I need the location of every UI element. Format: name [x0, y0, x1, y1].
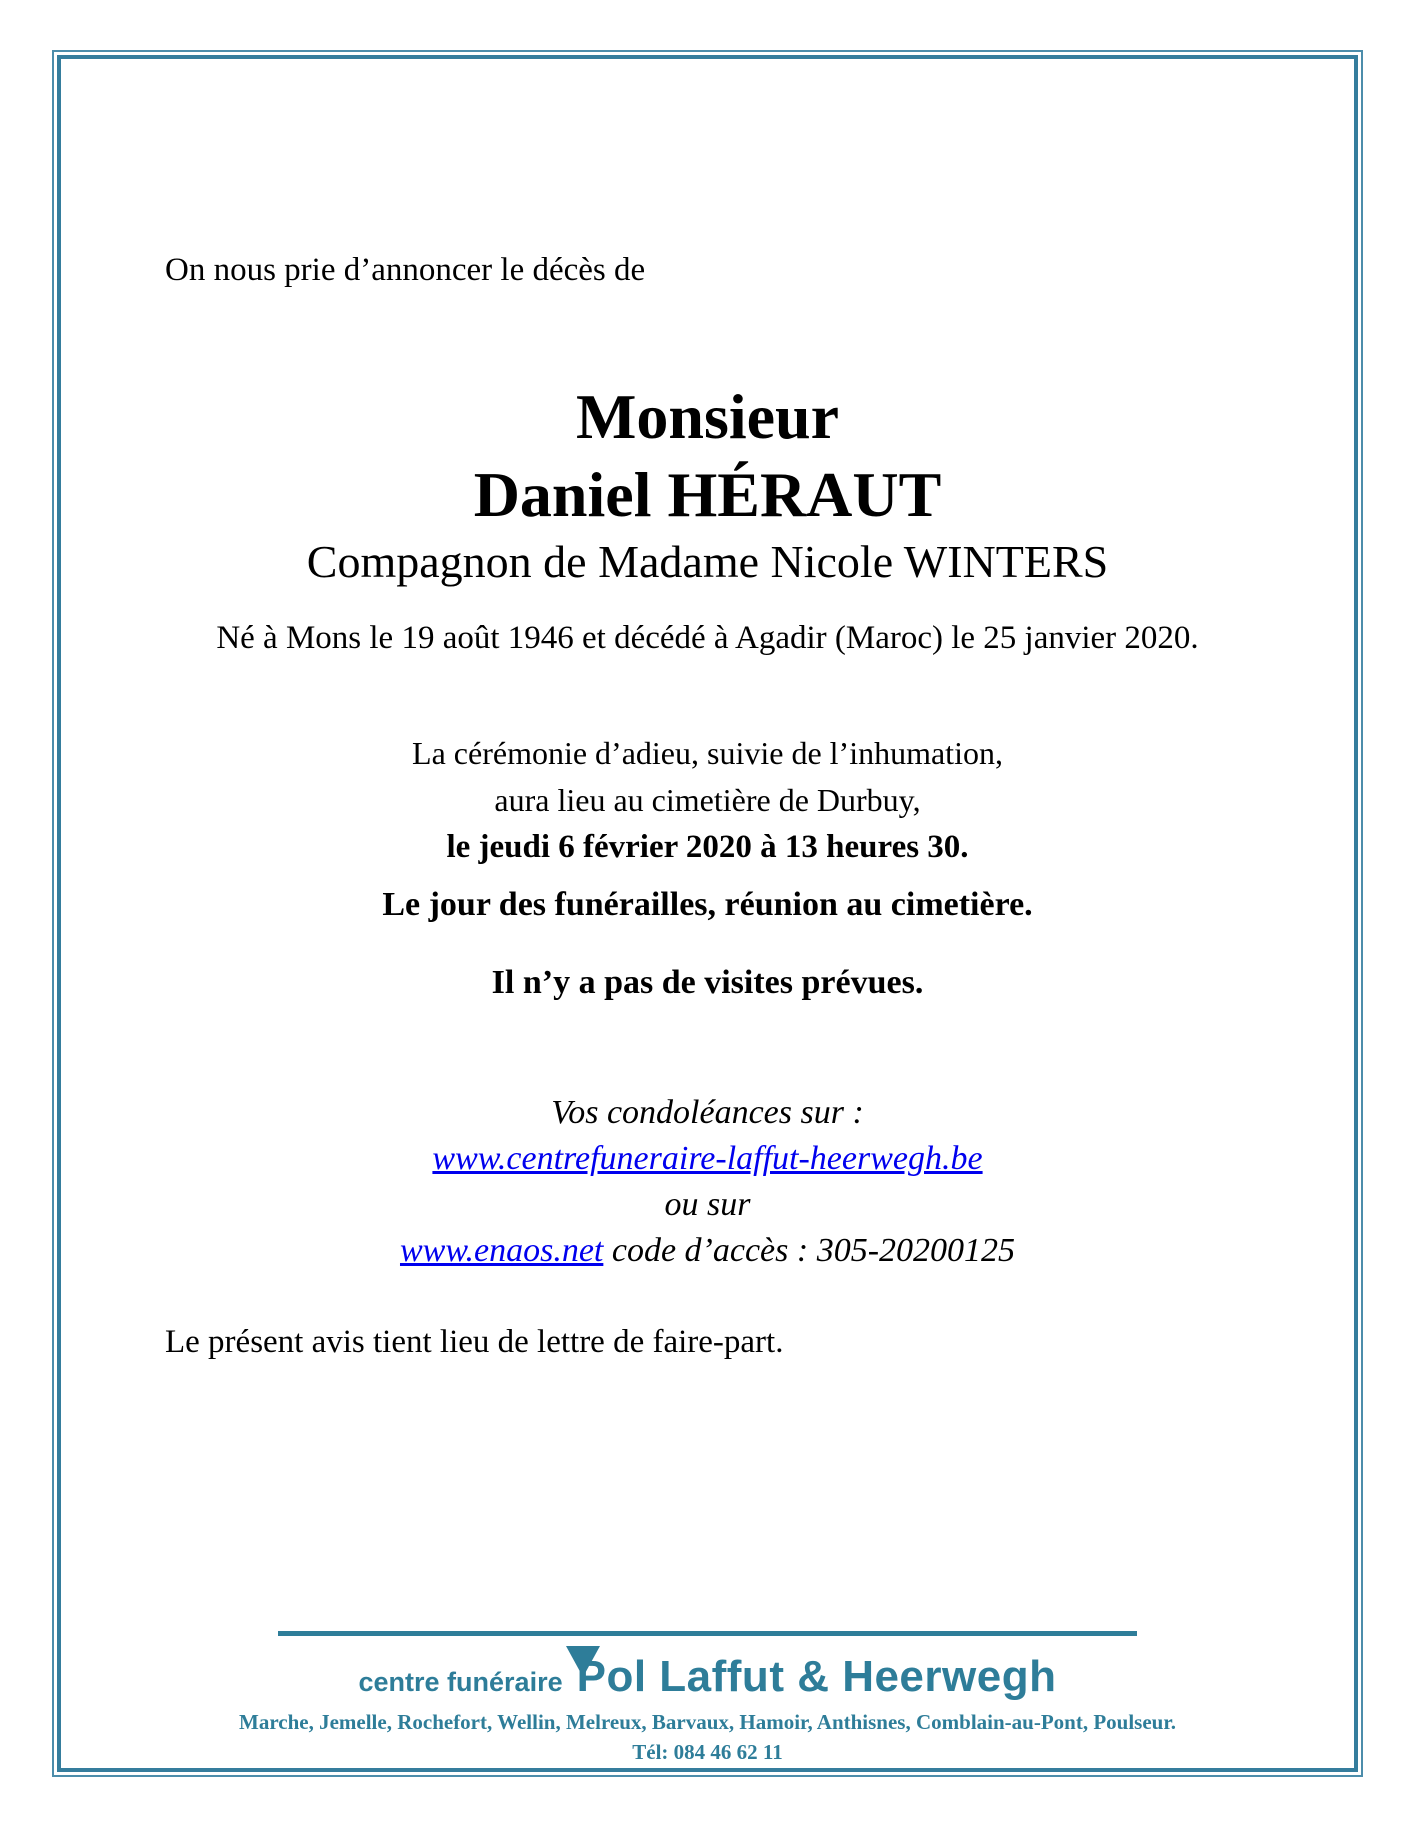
condolences-link1-line — [52, 1136, 1363, 1182]
funeral-home-phone: Tél: 084 46 62 11 — [632, 1740, 783, 1764]
funeral-home-logo-name: Pol Laffut & Heerwegh — [576, 1652, 1057, 1701]
condolences-block — [52, 1090, 1363, 1274]
ceremony-date-time: le jeudi 6 février 2020 à 13 heures 30. — [446, 829, 969, 865]
footer-divider-rule — [278, 1631, 1137, 1636]
deceased-title — [52, 378, 1363, 534]
closing-line: Le présent avis tient lieu de lettre de faire-part. — [165, 1324, 784, 1360]
ceremony-line-1: La cérémonie d’adieu, suivie de l’inhumation, — [412, 735, 1003, 771]
meeting-line: Le jour des funérailles, réunion au cimetière. — [382, 886, 1033, 923]
condolences-link-enaos[interactable]: www.enaos.net — [399, 1232, 604, 1269]
funeral-home-logo — [52, 1652, 1363, 1702]
ceremony-line-2: aura lieu au cimetière de Durbuy, — [494, 782, 921, 818]
relationship-line: Compagnon de Madame Nicole WINTERS — [306, 536, 1109, 587]
condolences-link2-line — [52, 1228, 1363, 1274]
condolences-link-centrefuneraire[interactable]: www.centrefuneraire-laffut-heerwegh.be — [432, 1140, 983, 1177]
birth-death-line: Né à Mons le 19 août 1946 et décédé à Agadir (Maroc) le 25 janvier 2020. — [216, 620, 1199, 656]
condolences-or-line: ou sur — [664, 1186, 751, 1223]
funeral-home-locations: Marche, Jemelle, Rochefort, Wellin, Melreux, Barvaux, Hamoir, Anthisnes, Comblain-au-Pont, Poulseur. — [239, 1710, 1176, 1734]
ceremony-details — [52, 730, 1363, 871]
deceased-name: Daniel HÉRAUT — [473, 459, 942, 530]
condolences-access-code: code d’accès : 305-20200125 — [611, 1232, 1016, 1269]
funeral-home-logo-prefix: centre funéraire — [358, 1667, 563, 1697]
intro-line: On nous prie d’annoncer le décès de — [165, 252, 646, 288]
condolences-intro: Vos condoléances sur : — [551, 1094, 864, 1131]
deceased-title-honorific: Monsieur — [575, 381, 840, 452]
no-visits-line: Il n’y a pas de visites prévues. — [491, 964, 924, 1001]
